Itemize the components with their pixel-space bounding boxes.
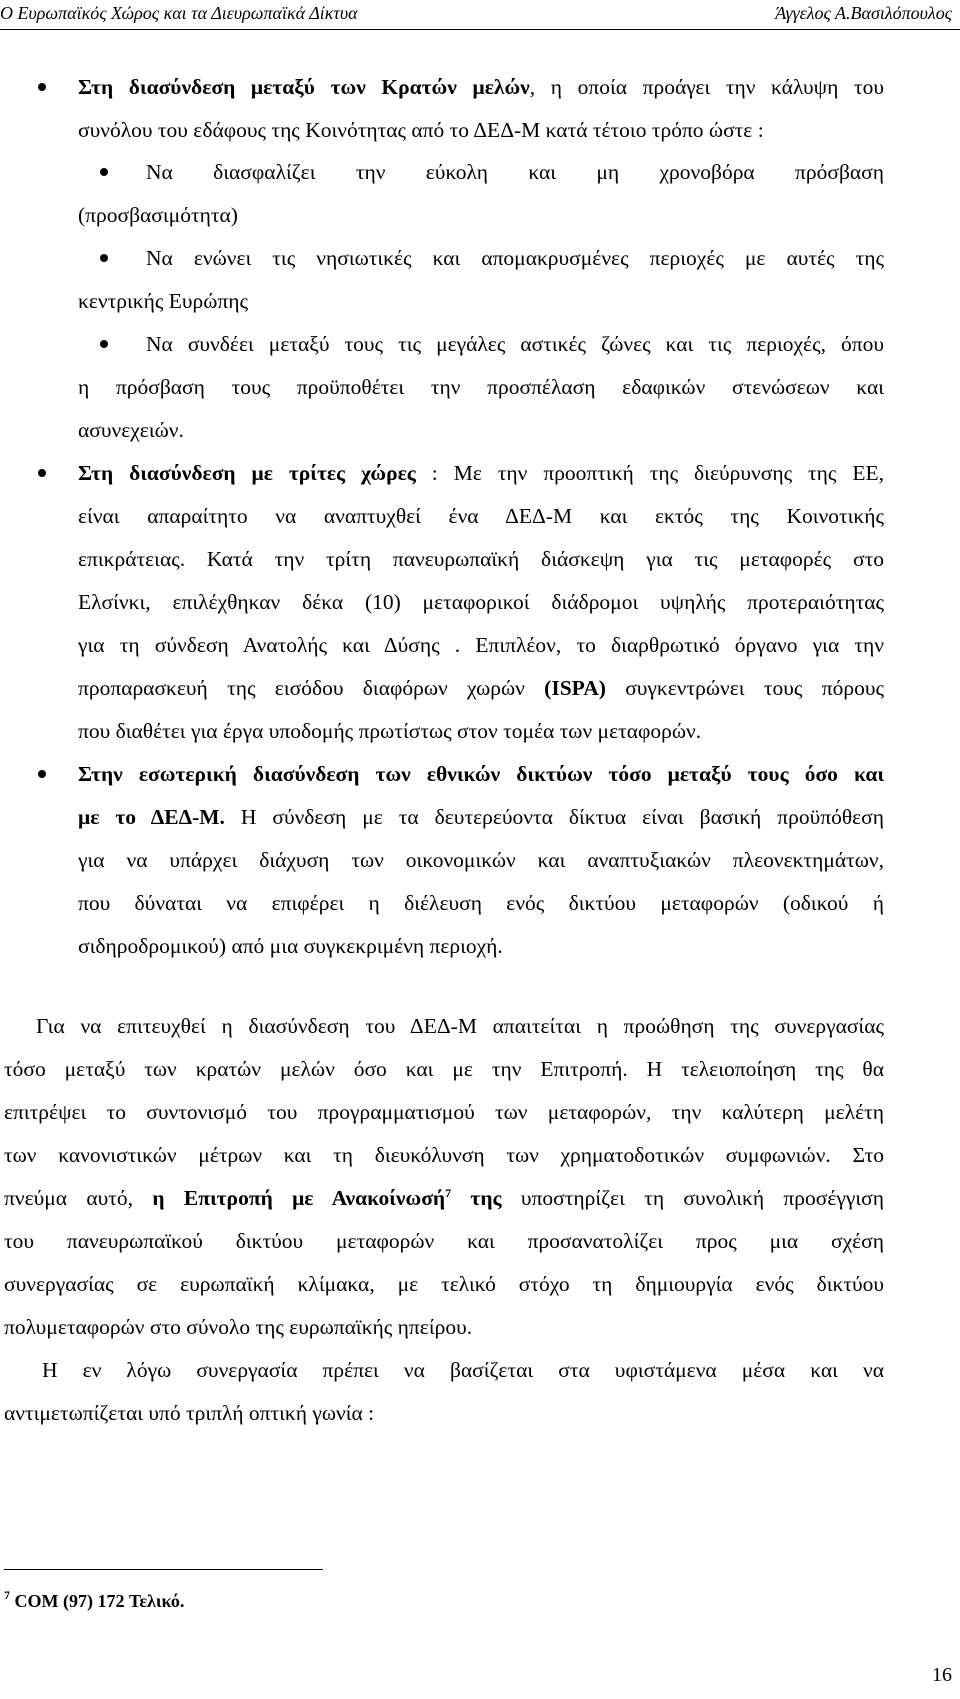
footnote-separator (4, 1569, 323, 1570)
sub3-line3: ασυνεχειών. (78, 418, 184, 442)
bullet-point (38, 83, 46, 91)
bullet2-line7: που διαθέτει για έργα υποδομής πρωτίστως στον τομέα των μεταφορών. (78, 719, 702, 743)
bullet1-line1: Στη διασύνδεση μεταξύ των Κρατών μελών, η οποία προάγει την κάλυψη του (78, 75, 884, 99)
bullet3-line1: Στην εσωτερική διασύνδεση των εθνικών δικτύων τόσο μεταξύ τους όσο και (78, 762, 884, 786)
sub1-line2: (προσβασιμότητα) (78, 203, 238, 227)
bullet2-line1: Στη διασύνδεση με τρίτες χώρες : Με την προοπτική της διεύρυνσης της ΕΕ, (78, 461, 884, 485)
bullet-point (100, 168, 108, 176)
bullet-point (38, 469, 46, 477)
bullet-point (38, 770, 46, 778)
para2-line2: αντιμετωπίζεται υπό τριπλή οπτική γωνία : (4, 1401, 375, 1425)
sub1-line1: Να διασφαλίζει την εύκολη και μη χρονοβόρα πρόσβαση (146, 160, 884, 184)
para1-line7: συνεργασίας σε ευρωπαϊκή κλίμακα, με τελικό στόχο τη δημιουργία ενός δικτύου (4, 1272, 884, 1296)
page-number: 16 (932, 1664, 952, 1686)
para1-line1: Για να επιτευχθεί η διασύνδεση του ΔΕΔ-Μ απαιτείται η προώθηση της συνεργασίας (36, 1014, 884, 1038)
para2-line1: Η εν λόγω συνεργασία πρέπει να βασίζεται στα υφιστάμενα μέσα και να (42, 1358, 884, 1382)
para1-line6: του πανευρωπαϊκού δικτύου μεταφορών και προσανατολίζει προς μια σχέση (4, 1229, 884, 1253)
bullet3-line3: για να υπάρχει διάχυση των οικονομικών και αναπτυξιακών πλεονεκτημάτων, (78, 848, 884, 872)
bullet2-line3: επικράτειας. Κατά την τρίτη πανευρωπαϊκή διάσκεψη για τις μεταφορές στο (78, 547, 884, 571)
bullet3-line4: που δύναται να επιφέρει η διέλευση ενός δικτύου μεταφορών (οδικού ή (78, 891, 884, 915)
sub2-line1: Να ενώνει τις νησιωτικές και απομακρυσμένες περιοχές με αυτές της (146, 246, 884, 270)
para1-line2: τόσο μεταξύ των κρατών μελών όσο και με την Επιτροπή. Η τελειοποίηση της θα (4, 1057, 884, 1081)
bullet2-line5: για τη σύνδεση Ανατολής και Δύσης . Επιπλέον, το διαρθρωτικό όργανο για την (78, 633, 884, 657)
bullet2-line4: Ελσίνκι, επιλέχθηκαν δέκα (10) μεταφορικοί διάδρομοι υψηλής προτεραιότητας (78, 590, 884, 614)
bullet-point (100, 254, 108, 262)
sub3-line2: η πρόσβαση τους προϋποθέτει την προσπέλαση εδαφικών στενώσεων και (78, 375, 884, 399)
para1-line4: των κανονιστικών μέτρων και τη διευκόλυνση των χρηματοδοτικών συμφωνιών. Στο (4, 1143, 884, 1167)
bullet-point (100, 340, 108, 348)
bullet2-line2: είναι απαραίτητο να αναπτυχθεί ένα ΔΕΔ-Μ και εκτός της Κοινοτικής (78, 504, 884, 528)
bullet3-line2: με το ΔΕΔ-Μ. Η σύνδεση με τα δευτερεύοντα δίκτυα είναι βασική προϋπόθεση (78, 805, 885, 829)
bullet2-line6: προπαρασκευή της εισόδου διαφόρων χωρών (ISPA) συγκεντρώνει τους πόρους (78, 676, 884, 700)
header-author: Άγγελος Α.Βασιλόπουλος (775, 3, 952, 23)
footnote-mark: 7 (4, 1588, 10, 1602)
para1-line8: πολυμεταφορών στο σύνολο της ευρωπαϊκής ηπείρου. (4, 1315, 473, 1339)
para1-line3: επιτρέψει το συντονισμό του προγραμματισμού των μεταφορών, την καλύτερη μελέτη (4, 1100, 884, 1124)
footnote-reference: 7 (445, 1186, 452, 1200)
bullet1-line2: συνόλου του εδάφους της Κοινότητας από το ΔΕΔ-Μ κατά τέτοιο τρόπο ώστε : (78, 118, 764, 142)
header-title: Ο Ευρωπαϊκός Χώρος και τα Διευρωπαϊκά Δίκτυα (0, 3, 358, 23)
sub2-line2: κεντρικής Ευρώπης (78, 289, 248, 313)
sub3-line1: Να συνδέει μεταξύ τους τις μεγάλες αστικές ζώνες και τις περιοχές, όπου (146, 332, 884, 356)
running-header (0, 2, 960, 30)
para1-line5: πνεύμα αυτό, η Επιτροπή με Ανακοίνωσή$^7$ της υποστηρίζει τη συνολική προσέγγιση (4, 1186, 884, 1210)
footnote: $^7$ COM (97) 172 Τελικό. (4, 1588, 185, 1611)
bullet3-line5: σιδηροδρομικού) από μια συγκεκριμένη περιοχή. (78, 934, 503, 958)
